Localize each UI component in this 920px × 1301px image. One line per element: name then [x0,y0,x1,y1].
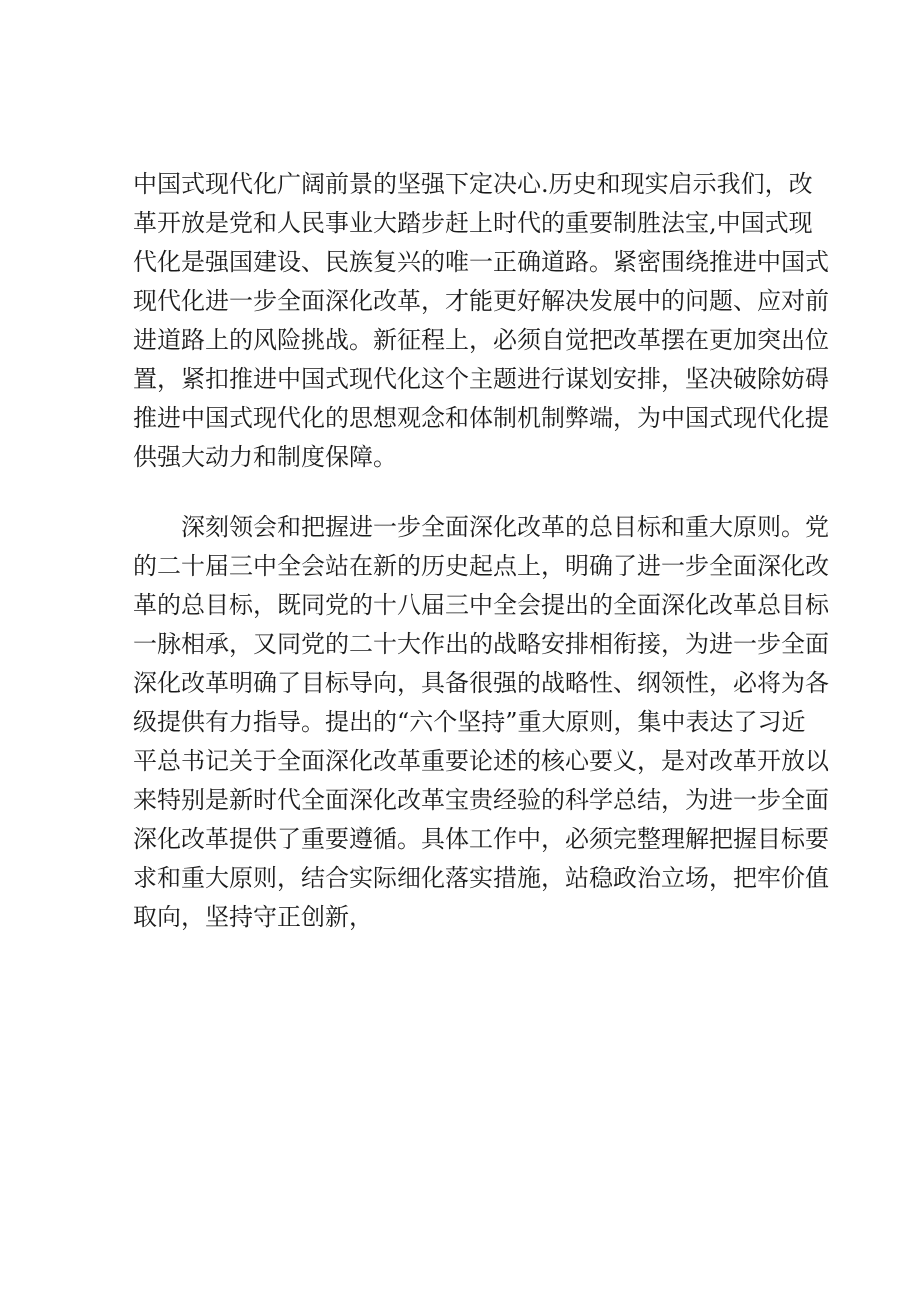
paragraph-line: 革开放是党和人民事业大踏步赶上时代的重要制胜法宝,中国式现 [133,209,813,237]
paragraph-line: 代化是强国建设、民族复兴的唯一正确道路。紧密围绕推进中国式 [133,248,829,276]
paragraph-2 [133,508,829,937]
paragraph-line: 一脉相承，又同党的二十大作出的战略安排相衔接，为进一步全面 [133,630,829,658]
paragraph-line: 来特别是新时代全面深化改革宝贵经验的科学总结，为进一步全面 [133,786,829,814]
paragraph-line: 供强大动力和制度保障。 [133,443,397,471]
paragraph-line: 推进中国式现代化的思想观念和体制机制弊端，为中国式现代化提 [133,404,829,432]
paragraph-line: 革的总目标，既同党的十八届三中全会提出的全面深化改革总目标 [133,591,829,619]
paragraph-line: 深刻领会和把握进一步全面深化改革的总目标和重大原则。党 [181,513,829,541]
paragraph-line: 的二十届三中全会站在新的历史起点上，明确了进一步全面深化改 [133,552,829,580]
paragraph-line: 级提供有力指导。提出的“六个坚持”重大原则，集中表达了习近 [133,708,806,736]
paragraph-line: 求和重大原则，结合实际细化落实措施，站稳政治立场，把牢价值 [133,864,829,892]
paragraph-line: 现代化进一步全面深化改革，才能更好解决发展中的问题、应对前 [133,287,829,315]
paragraph-line: 中国式现代化广阔前景的坚强下定决心.历史和现实启示我们，改 [133,170,813,198]
paragraph-line: 置，紧扣推进中国式现代化这个主题进行谋划安排，坚决破除妨碍 [133,365,829,393]
paragraph-line: 平总书记关于全面深化改革重要论述的核心要义，是对改革开放以 [133,747,829,775]
paragraph-line: 深化改革明确了目标导向，具备很强的战略性、纲领性，必将为各 [133,669,829,697]
paragraph-line: 深化改革提供了重要遵循。具体工作中，必须完整理解把握目标要 [133,825,829,853]
paragraph-line: 进道路上的风险挑战。新征程上，必须自觉把改革摆在更加突出位 [133,326,829,354]
paragraph-1 [133,165,829,477]
paragraph-line: 取向，坚持守正创新， [133,903,373,931]
